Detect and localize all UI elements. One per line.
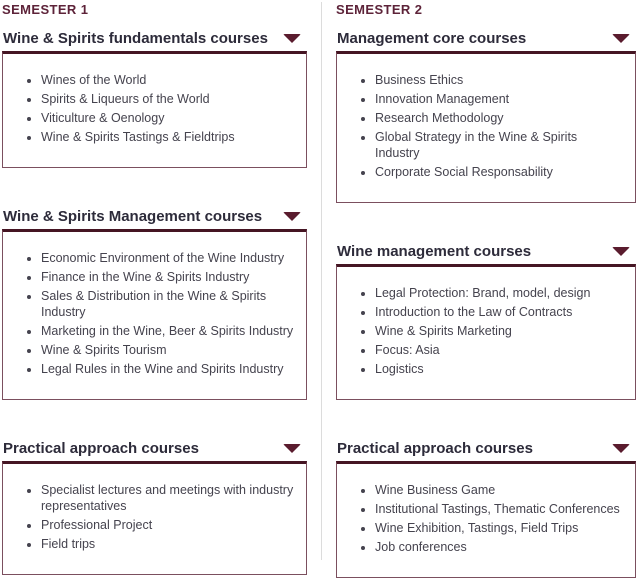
course-item: • Wine Exhibition, Tastings, Field Trips (375, 520, 625, 536)
course-item: • Focus: Asia (375, 342, 625, 358)
course-item: • Research Methodology (375, 110, 625, 126)
course-item: • Economic Environment of the Wine Industry (41, 250, 296, 266)
course-item: • Viticulture & Oenology (41, 110, 296, 126)
chevron-down-icon (283, 34, 301, 43)
course-item: • Wine & Spirits Marketing (375, 323, 625, 339)
course-item: • Logistics (375, 361, 625, 377)
accordion-title: Wine & Spirits fundamentals courses (3, 30, 268, 47)
course-list (337, 482, 625, 555)
semester-2-column (336, 2, 636, 578)
course-list-panel (2, 461, 307, 575)
course-item: • Specialist lectures and meetings with industry representatives (41, 482, 296, 514)
course-list (3, 72, 296, 145)
course-item: • Wine & Spirits Tastings & Fieldtrips (41, 129, 296, 145)
course-list-panel (2, 51, 307, 168)
course-item: • Wine & Spirits Tourism (41, 342, 296, 358)
course-item: • Sales & Distribution in the Wine & Spirits Industry (41, 288, 296, 320)
course-item: • Field trips (41, 536, 296, 552)
chevron-down-icon (612, 444, 630, 453)
course-item: • Innovation Management (375, 91, 625, 107)
accordion-title: Practical approach courses (337, 440, 533, 457)
accordion-header[interactable] (2, 440, 307, 457)
semester-1-column (2, 2, 307, 575)
course-item: • Marketing in the Wine, Beer & Spirits Industry (41, 323, 296, 339)
course-item: • Global Strategy in the Wine & Spirits Industry (375, 129, 625, 161)
accordion-header[interactable] (336, 243, 636, 260)
accordion-title: Practical approach courses (3, 440, 199, 457)
course-section (2, 30, 307, 168)
course-item: • Wines of the World (41, 72, 296, 88)
course-item: • Legal Rules in the Wine and Spirits Industry (41, 361, 296, 377)
course-item: • Wine Business Game (375, 482, 625, 498)
course-list-panel (336, 264, 636, 400)
course-section (336, 243, 636, 400)
course-item: • Finance in the Wine & Spirits Industry (41, 269, 296, 285)
course-list-panel (336, 461, 636, 578)
course-list-panel (336, 51, 636, 203)
chevron-down-icon (283, 444, 301, 453)
course-list-panel (2, 229, 307, 400)
course-list (3, 250, 296, 377)
course-section (336, 440, 636, 578)
accordion-title: Management core courses (337, 30, 527, 47)
course-item: • Institutional Tastings, Thematic Conferences (375, 501, 625, 517)
chevron-down-icon (612, 247, 630, 256)
column-divider (321, 2, 322, 560)
accordion-header[interactable] (2, 30, 307, 47)
accordion-title: Wine management courses (337, 243, 532, 260)
course-list (3, 482, 296, 552)
course-item: • Introduction to the Law of Contracts (375, 304, 625, 320)
course-list (337, 72, 625, 180)
accordion-header[interactable] (336, 30, 636, 47)
course-item: • Corporate Social Responsability (375, 164, 625, 180)
accordion-header[interactable] (2, 208, 307, 225)
course-section (336, 30, 636, 203)
chevron-down-icon (612, 34, 630, 43)
course-section (2, 440, 307, 575)
chevron-down-icon (283, 212, 301, 221)
semester-title: SEMESTER 1 (2, 2, 89, 17)
course-section (2, 208, 307, 400)
course-item: • Business Ethics (375, 72, 625, 88)
accordion-header[interactable] (336, 440, 636, 457)
course-list (337, 285, 625, 377)
accordion-title: Wine & Spirits Management courses (3, 208, 263, 225)
course-item: • Spirits & Liqueurs of the World (41, 91, 296, 107)
course-item: • Job conferences (375, 539, 625, 555)
course-item: • Professional Project (41, 517, 296, 533)
course-item: • Legal Protection: Brand, model, design (375, 285, 625, 301)
semester-title: SEMESTER 2 (336, 2, 423, 17)
